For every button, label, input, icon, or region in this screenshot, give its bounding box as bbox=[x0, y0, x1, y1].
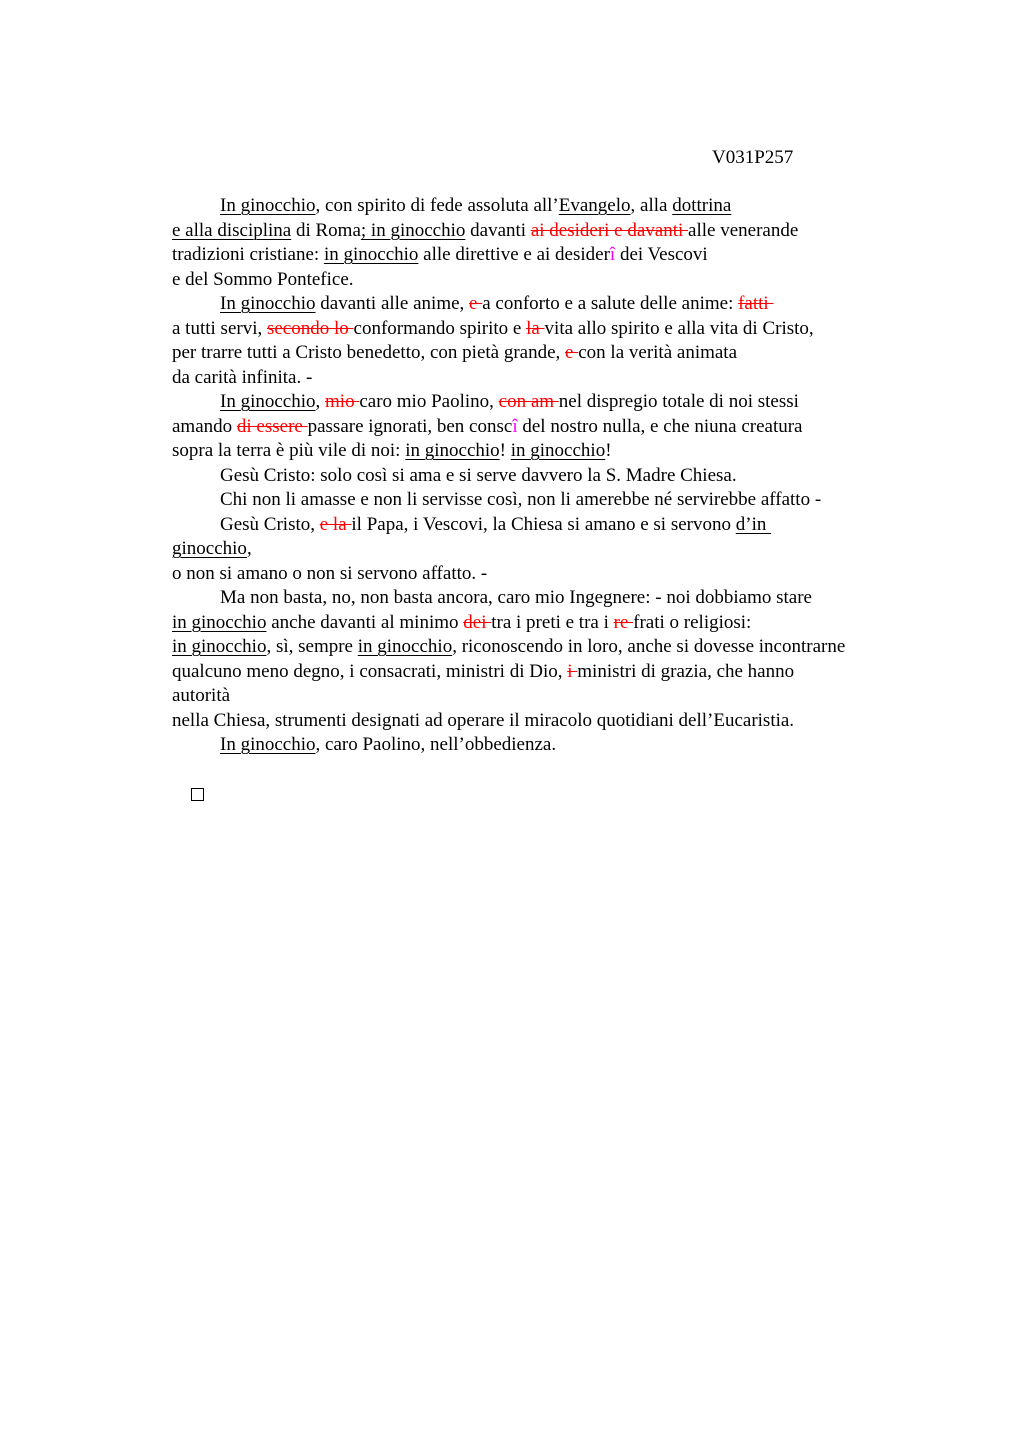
text-run: a conforto e a salute delle anime: bbox=[482, 293, 739, 314]
underlined-text: dottrina bbox=[672, 195, 732, 216]
underlined-text: in ginocchio bbox=[357, 636, 453, 657]
text-line bbox=[172, 341, 932, 366]
text-line bbox=[172, 194, 932, 219]
text-line bbox=[172, 488, 932, 513]
text-run: , bbox=[246, 538, 252, 559]
text-lines bbox=[172, 194, 932, 758]
text-run: nel dispregio totale di noi stessi bbox=[558, 391, 799, 412]
text-run: sopra la terra è più vile di noi: bbox=[172, 440, 406, 461]
deleted-text: re bbox=[613, 611, 634, 633]
underlined-text: In ginocchio bbox=[220, 734, 316, 755]
text-run: per trarre tutti a Cristo benedetto, con pietà grande, bbox=[172, 342, 566, 363]
text-run: nella Chiesa, strumenti designati ad operare il miracolo quotidiani dell’Eucaristia. bbox=[172, 709, 795, 731]
underlined-text: in ginocchio bbox=[172, 636, 267, 657]
text-run: conformando spirito e bbox=[353, 317, 527, 339]
text-line bbox=[172, 733, 932, 758]
text-run: , riconoscendo in loro, anche si dovesse incontrarne bbox=[452, 636, 846, 657]
text-run: davanti alle anime, bbox=[315, 293, 470, 314]
text-run: e del Sommo Pontefice. bbox=[172, 268, 354, 290]
text-line bbox=[172, 317, 932, 342]
text-run: il Papa, i Vescovi, la Chiesa si amano e si servono bbox=[351, 513, 736, 535]
text-run: alle direttive e ai desider bbox=[418, 244, 610, 265]
text-line bbox=[172, 562, 932, 587]
text-run: alle venerande bbox=[688, 219, 799, 241]
text-line bbox=[172, 390, 932, 415]
text-run: Chi non li amasse e non li servisse così, non li amerebbe né servirebbe affatto - bbox=[220, 489, 822, 510]
text-run: ministri di grazia, che hanno bbox=[577, 660, 795, 682]
text-line bbox=[172, 586, 932, 611]
deleted-text: ai desideri e davanti bbox=[530, 219, 689, 241]
deleted-text: mio bbox=[325, 391, 360, 412]
corrected-char: î bbox=[609, 244, 616, 265]
text-run: tradizioni cristiane: bbox=[172, 244, 324, 265]
text-run: Ma non basta, no, non basta ancora, caro mio Ingegnere: - noi dobbiamo stare bbox=[220, 587, 812, 608]
text-line bbox=[172, 268, 932, 293]
deleted-text: con am bbox=[498, 391, 559, 412]
text-line bbox=[172, 464, 932, 489]
deleted-text: e bbox=[565, 342, 579, 363]
underlined-text: In ginocchio bbox=[220, 391, 316, 412]
deleted-text: e bbox=[469, 293, 483, 314]
text-run: ! bbox=[605, 440, 612, 461]
text-run: , bbox=[315, 391, 326, 412]
text-run: autorità bbox=[172, 685, 231, 706]
text-line bbox=[172, 415, 932, 440]
text-run: ! bbox=[499, 440, 511, 461]
text-run: Gesù Cristo, bbox=[220, 513, 320, 535]
text-run: davanti bbox=[465, 219, 531, 241]
underlined-text: ; in ginocchio bbox=[360, 219, 466, 241]
text-run: , con spirito di fede assoluta all’ bbox=[315, 195, 559, 216]
text-line bbox=[172, 219, 932, 244]
text-run: passare ignorati, ben consc bbox=[307, 415, 513, 437]
text-run: con la verità animata bbox=[578, 342, 738, 363]
text-line bbox=[172, 537, 932, 562]
corrected-char: î bbox=[512, 415, 518, 437]
deleted-text: fatti bbox=[738, 293, 774, 314]
text-line bbox=[172, 439, 932, 464]
deleted-text: di essere bbox=[236, 415, 308, 437]
text-run: , sì, sempre bbox=[266, 636, 358, 657]
text-run: di Roma bbox=[291, 219, 361, 241]
deleted-text: la bbox=[526, 317, 545, 339]
text-line bbox=[172, 709, 932, 734]
text-run: Gesù Cristo: solo così si ama e si serve davvero la S. Madre Chiesa. bbox=[220, 464, 737, 486]
text-line bbox=[172, 243, 932, 268]
end-box-icon bbox=[191, 788, 204, 801]
text-line bbox=[172, 660, 932, 685]
underlined-text: In ginocchio bbox=[220, 195, 316, 216]
text-run: dei Vescovi bbox=[615, 244, 708, 265]
underlined-text: Evangelo bbox=[558, 195, 631, 216]
text-line bbox=[172, 513, 932, 538]
text-run: qualcuno meno degno, i consacrati, ministri di Dio, bbox=[172, 660, 568, 682]
text-run: amando bbox=[172, 415, 237, 437]
text-run: , caro Paolino, nell’obbedienza. bbox=[315, 734, 557, 755]
end-marker-line bbox=[172, 758, 932, 783]
text-line bbox=[172, 611, 932, 636]
underlined-text: d’in bbox=[735, 513, 772, 535]
underlined-text: in ginocchio bbox=[172, 611, 267, 633]
text-line bbox=[172, 684, 932, 709]
underlined-text: in ginocchio bbox=[323, 244, 419, 265]
text-run: del nostro nulla, e che niuna creatura bbox=[517, 415, 803, 437]
text-line bbox=[172, 635, 932, 660]
deleted-text: i bbox=[567, 660, 578, 682]
text-run: o non si amano o non si servono affatto. - bbox=[172, 562, 488, 584]
text-run: frati o religiosi: bbox=[633, 611, 752, 633]
document-body bbox=[172, 194, 932, 782]
text-run: da carità infinita. - bbox=[172, 366, 313, 388]
deleted-text: secondo lo bbox=[266, 317, 354, 339]
underlined-text: ginocchio bbox=[172, 538, 247, 559]
underlined-text: e alla disciplina bbox=[172, 219, 292, 241]
text-run: a tutti servi, bbox=[172, 317, 267, 339]
text-run: tra i preti e tra i bbox=[491, 611, 614, 633]
page-identifier: V031P257 bbox=[712, 147, 794, 168]
underlined-text: in ginocchio bbox=[405, 440, 500, 461]
text-run: anche davanti al minimo bbox=[266, 611, 464, 633]
text-run: caro mio Paolino, bbox=[359, 391, 499, 412]
text-line bbox=[172, 292, 932, 317]
text-run: , alla bbox=[630, 195, 673, 216]
deleted-text: dei bbox=[463, 611, 492, 633]
underlined-text: In ginocchio bbox=[220, 293, 316, 314]
text-line bbox=[172, 366, 932, 391]
deleted-text: e la bbox=[319, 513, 352, 535]
underlined-text: in ginocchio bbox=[510, 440, 606, 461]
text-run: vita allo spirito e alla vita di Cristo, bbox=[544, 317, 814, 339]
